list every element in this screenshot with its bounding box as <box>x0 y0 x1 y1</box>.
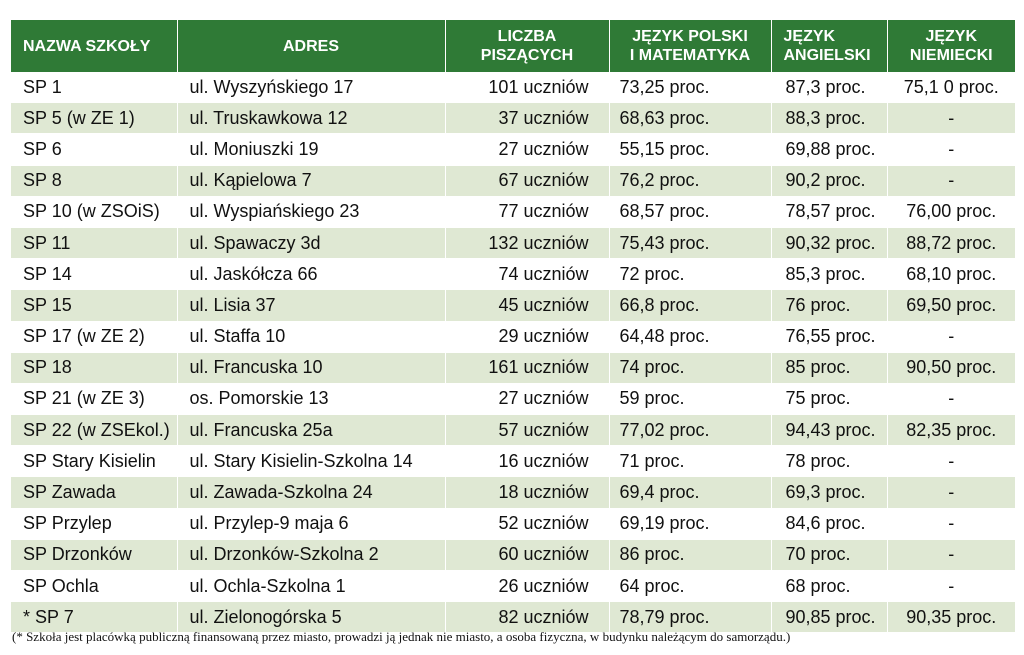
polish-math-cell: 69,4 proc. <box>609 477 771 508</box>
english-cell: 75 proc. <box>771 383 887 414</box>
table-row <box>11 446 1015 477</box>
table-row <box>11 290 1015 321</box>
polish-math-cell: 77,02 proc. <box>609 415 771 446</box>
english-cell: 90,85 proc. <box>771 602 887 633</box>
english-cell: 78 proc. <box>771 446 887 477</box>
table-row <box>11 352 1015 383</box>
table-row <box>11 321 1015 352</box>
student-count-cell: 60 uczniów <box>445 539 609 570</box>
student-count-cell: 77 uczniów <box>445 196 609 227</box>
address-cell: ul. Francuska 10 <box>177 352 445 383</box>
german-cell: - <box>887 103 1015 134</box>
student-count-cell: 37 uczniów <box>445 103 609 134</box>
student-count-cell: 101 uczniów <box>445 72 609 103</box>
address-cell: ul. Francuska 25a <box>177 415 445 446</box>
english-cell: 84,6 proc. <box>771 508 887 539</box>
header-school-name: NAZWA SZKOŁY <box>11 20 177 72</box>
german-cell: - <box>948 326 955 347</box>
table-row <box>11 196 1015 227</box>
polish-math-cell: 64,48 proc. <box>609 321 771 352</box>
polish-math-cell: 68,57 proc. <box>609 196 771 227</box>
school-name-cell: SP 22 (w ZSEkol.) <box>11 415 177 446</box>
address-cell: ul. Lisia 37 <box>177 290 445 321</box>
address-cell: ul. Drzonków-Szkolna 2 <box>177 539 445 570</box>
german-cell: 68,10 proc. <box>906 263 997 284</box>
german-cell: 82,35 proc. <box>887 415 1015 446</box>
student-count-cell: 27 uczniów <box>445 383 609 414</box>
polish-math-cell: 76,2 proc. <box>609 165 771 196</box>
german-cell: - <box>948 388 955 409</box>
polish-math-cell: 64 proc. <box>609 571 771 602</box>
english-cell: 94,43 proc. <box>771 415 887 446</box>
student-count-cell: 161 uczniów <box>445 352 609 383</box>
english-cell: 87,3 proc. <box>771 72 887 103</box>
address-cell: ul. Wyszyńskiego 17 <box>177 72 445 103</box>
student-count-cell: 26 uczniów <box>445 571 609 602</box>
school-name-cell: SP 21 (w ZE 3) <box>11 383 177 414</box>
address-cell: ul. Wyspiańskiego 23 <box>177 196 445 227</box>
polish-math-cell: 72 proc. <box>609 259 771 290</box>
polish-math-cell: 69,19 proc. <box>609 508 771 539</box>
school-name-cell: SP 18 <box>11 352 177 383</box>
header-english: JĘZYK ANGIELSKI <box>771 20 887 72</box>
table-row <box>11 72 1015 103</box>
english-cell: 68 proc. <box>771 571 887 602</box>
german-cell: - <box>948 513 955 534</box>
school-name-cell: SP Zawada <box>11 477 177 508</box>
english-cell: 69,88 proc. <box>771 134 887 165</box>
polish-math-cell: 74 proc. <box>609 352 771 383</box>
school-name-cell: SP 11 <box>11 227 177 258</box>
table-row <box>11 134 1015 165</box>
school-name-cell: SP 17 (w ZE 2) <box>11 321 177 352</box>
header-german: JĘZYK NIEMIECKI <box>887 20 1015 72</box>
german-cell: - <box>948 450 955 471</box>
german-cell: 90,35 proc. <box>887 602 1015 633</box>
english-cell: 90,2 proc. <box>771 165 887 196</box>
school-name-cell: SP Stary Kisielin <box>11 446 177 477</box>
german-cell: 69,50 proc. <box>887 290 1015 321</box>
address-cell: ul. Ochla-Szkolna 1 <box>177 571 445 602</box>
german-cell: 90,50 proc. <box>887 352 1015 383</box>
student-count-cell: 74 uczniów <box>445 259 609 290</box>
school-name-cell: SP 15 <box>11 290 177 321</box>
english-cell: 78,57 proc. <box>771 196 887 227</box>
address-cell: ul. Zawada-Szkolna 24 <box>177 477 445 508</box>
polish-math-cell: 66,8 proc. <box>609 290 771 321</box>
student-count-cell: 18 uczniów <box>445 477 609 508</box>
german-cell: - <box>948 575 955 596</box>
polish-math-cell: 68,63 proc. <box>609 103 771 134</box>
table-row <box>11 571 1015 602</box>
school-name-cell: SP Ochla <box>11 571 177 602</box>
polish-math-cell: 86 proc. <box>609 539 771 570</box>
english-cell: 76 proc. <box>771 290 887 321</box>
polish-math-cell: 75,43 proc. <box>609 227 771 258</box>
table-row <box>11 477 1015 508</box>
school-name-cell: SP Przylep <box>11 508 177 539</box>
student-count-cell: 29 uczniów <box>445 321 609 352</box>
german-cell: - <box>887 539 1015 570</box>
address-cell: ul. Truskawkowa 12 <box>177 103 445 134</box>
table-row <box>11 103 1015 134</box>
address-cell: ul. Przylep-9 maja 6 <box>177 508 445 539</box>
address-cell: ul. Kąpielowa 7 <box>177 165 445 196</box>
student-count-cell: 27 uczniów <box>445 134 609 165</box>
polish-math-cell: 71 proc. <box>609 446 771 477</box>
table-row <box>11 508 1015 539</box>
school-name-cell: SP 8 <box>11 165 177 196</box>
address-cell: os. Pomorskie 13 <box>177 383 445 414</box>
header-address: ADRES <box>177 20 445 72</box>
polish-math-cell: 59 proc. <box>609 383 771 414</box>
english-cell: 85 proc. <box>771 352 887 383</box>
german-cell: 75,1 0 proc. <box>903 76 999 97</box>
german-cell: 76,00 proc. <box>906 201 997 222</box>
student-count-cell: 16 uczniów <box>445 446 609 477</box>
english-cell: 69,3 proc. <box>771 477 887 508</box>
english-cell: 76,55 proc. <box>771 321 887 352</box>
school-name-cell: SP 14 <box>11 259 177 290</box>
table-row <box>11 383 1015 414</box>
table-row <box>11 165 1015 196</box>
english-cell: 88,3 proc. <box>771 103 887 134</box>
address-cell: ul. Moniuszki 19 <box>177 134 445 165</box>
table-row <box>11 259 1015 290</box>
address-cell: ul. Spawaczy 3d <box>177 227 445 258</box>
header-row <box>11 20 1015 72</box>
table-row <box>11 227 1015 258</box>
student-count-cell: 45 uczniów <box>445 290 609 321</box>
school-name-cell: SP 6 <box>11 134 177 165</box>
table-row <box>11 415 1015 446</box>
school-name-cell: SP 5 (w ZE 1) <box>11 103 177 134</box>
german-cell: - <box>887 165 1015 196</box>
table-row <box>11 539 1015 570</box>
english-cell: 90,32 proc. <box>771 227 887 258</box>
english-cell: 70 proc. <box>771 539 887 570</box>
polish-math-cell: 78,79 proc. <box>609 602 771 633</box>
header-polish-math: JĘZYK POLSKI I MATEMATYKA <box>609 20 771 72</box>
address-cell: ul. Stary Kisielin-Szkolna 14 <box>177 446 445 477</box>
footnote: (* Szkoła jest placówką publiczną finansowaną przez miasto, prowadzi ją jednak nie miasto, a osoba fizyczna, w budynku należącym do samorządu.) <box>12 629 791 644</box>
header-student-count: LICZBA PISZĄCYCH <box>445 20 609 72</box>
school-name-cell: SP 10 (w ZSOiS) <box>11 196 177 227</box>
school-name-cell: SP 1 <box>11 72 177 103</box>
results-table <box>11 20 1015 633</box>
student-count-cell: 67 uczniów <box>445 165 609 196</box>
student-count-cell: 132 uczniów <box>445 227 609 258</box>
address-cell: ul. Staffa 10 <box>177 321 445 352</box>
student-count-cell: 52 uczniów <box>445 508 609 539</box>
school-name-cell: * SP 7 <box>11 602 177 633</box>
polish-math-cell: 73,25 proc. <box>609 72 771 103</box>
german-cell: - <box>887 477 1015 508</box>
german-cell: - <box>948 138 955 159</box>
address-cell: ul. Zielonogórska 5 <box>177 602 445 633</box>
student-count-cell: 82 uczniów <box>445 602 609 633</box>
student-count-cell: 57 uczniów <box>445 415 609 446</box>
school-name-cell: SP Drzonków <box>11 539 177 570</box>
german-cell: 88,72 proc. <box>887 227 1015 258</box>
address-cell: ul. Jaskółcza 66 <box>177 259 445 290</box>
polish-math-cell: 55,15 proc. <box>609 134 771 165</box>
english-cell: 85,3 proc. <box>771 259 887 290</box>
